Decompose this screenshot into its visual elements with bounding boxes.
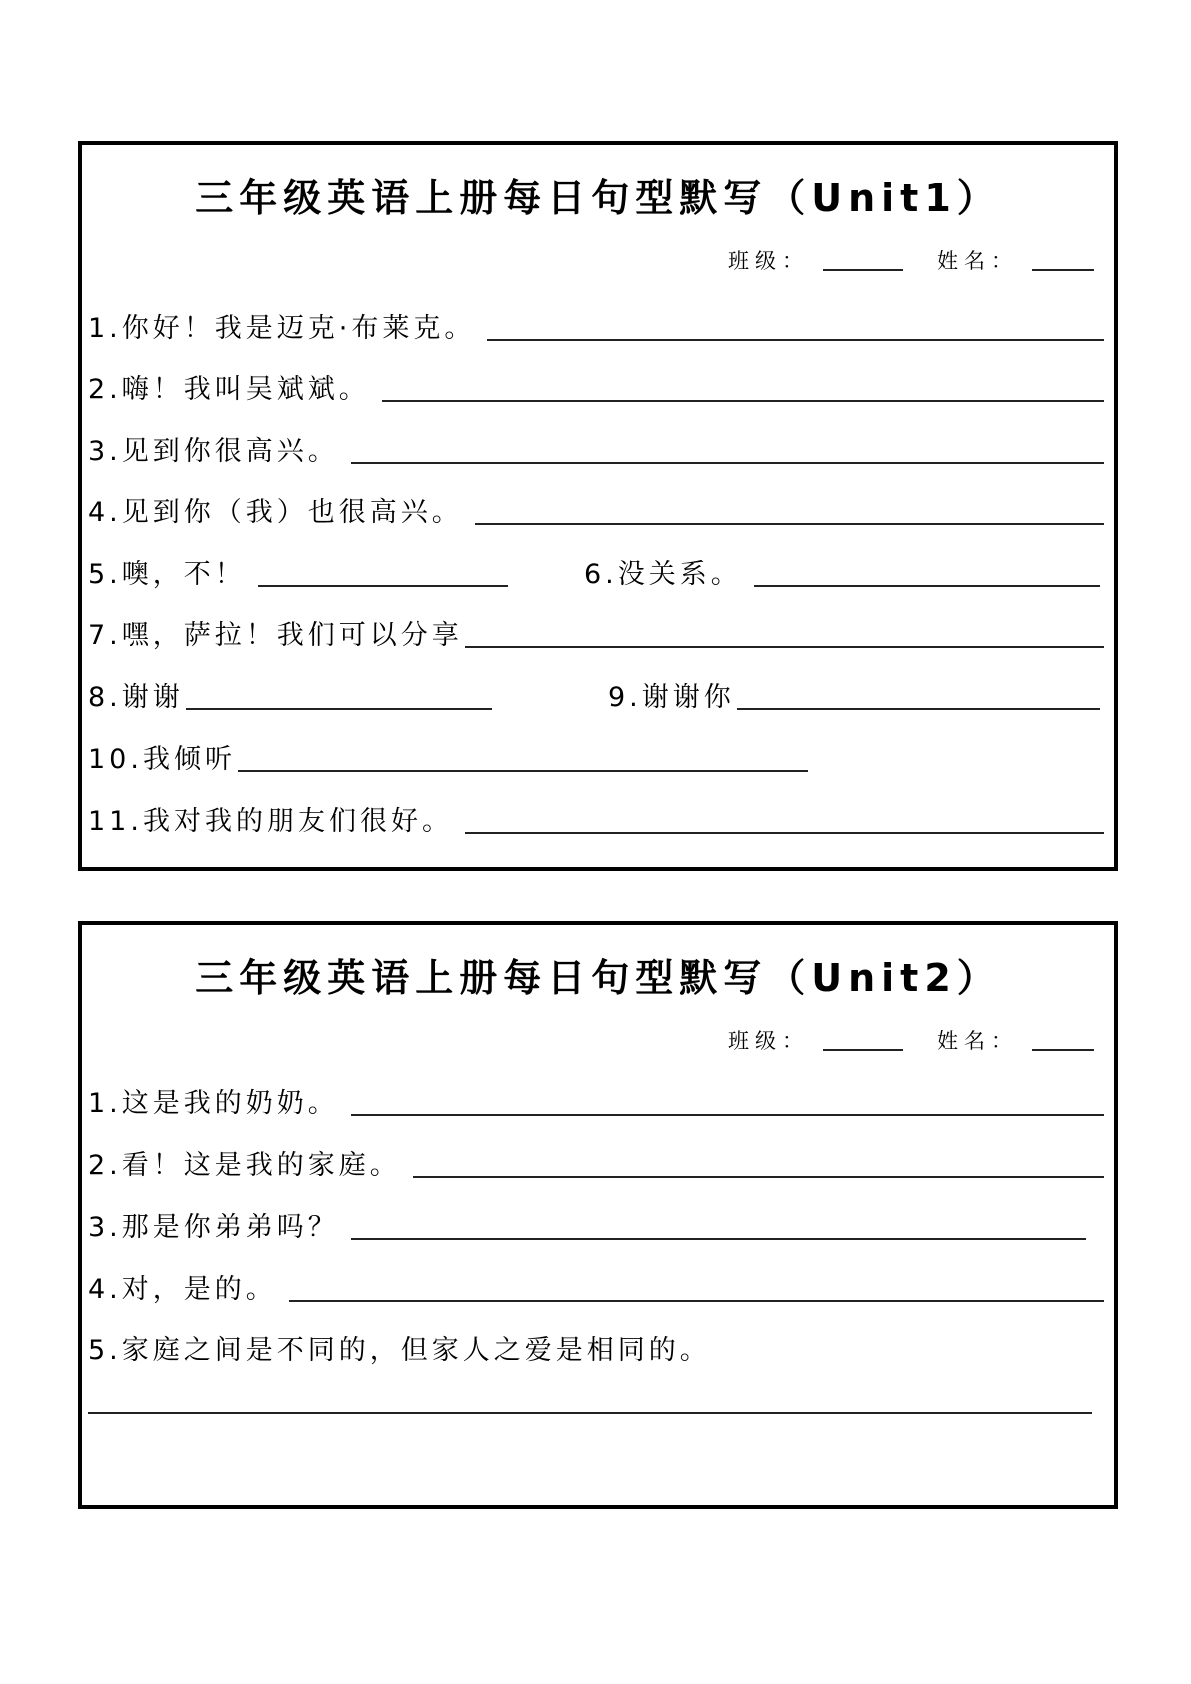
question-row [88, 1080, 1104, 1120]
answer-line[interactable] [351, 1113, 1104, 1116]
question-text: 4.见到你（我）也很高兴。 [88, 497, 463, 528]
answer-line[interactable] [238, 769, 808, 772]
name-field[interactable] [1032, 268, 1094, 271]
answer-line[interactable] [475, 522, 1104, 525]
question-row [88, 612, 1104, 652]
answer-line[interactable] [487, 338, 1104, 341]
question-text: 1.你好！我是迈克·布莱克。 [88, 313, 476, 344]
question-row [88, 1142, 1104, 1182]
question-text: 5.噢，不！ [88, 559, 246, 590]
name-label: 姓名： [937, 1029, 1018, 1053]
question-row-pair [88, 674, 1104, 714]
question-row [88, 736, 1104, 776]
student-info [728, 1025, 1094, 1055]
question-text: 1.这是我的奶奶。 [88, 1088, 339, 1119]
answer-line[interactable] [186, 707, 492, 710]
question-row [88, 798, 1104, 838]
question-text: 5.家庭之间是不同的，但家人之爱是相同的。 [88, 1335, 711, 1366]
question-text: 2.看！这是我的家庭。 [88, 1150, 401, 1181]
question-row-pair [88, 551, 1104, 591]
answer-line[interactable] [737, 707, 1100, 710]
question-row [88, 305, 1104, 345]
worksheet-title: 三年级英语上册每日句型默写（Unit2） [195, 956, 1001, 1000]
class-field[interactable] [823, 268, 903, 271]
question-text: 9.谢谢你 [608, 682, 735, 713]
answer-line[interactable] [88, 1411, 1092, 1414]
question-row [88, 1204, 1086, 1244]
question-row [88, 1327, 1104, 1367]
answer-line[interactable] [465, 831, 1104, 834]
class-label: 班级： [728, 1029, 809, 1053]
answer-line[interactable] [289, 1299, 1104, 1302]
question-row [88, 366, 1104, 406]
name-label: 姓名： [937, 249, 1018, 273]
answer-line[interactable] [258, 584, 508, 587]
question-text: 3.见到你很高兴。 [88, 436, 339, 467]
question-text: 3.那是你弟弟吗？ [88, 1212, 339, 1243]
question-row [88, 489, 1104, 529]
class-label: 班级： [728, 249, 809, 273]
question-text: 7.嘿，萨拉！我们可以分享 [88, 620, 463, 651]
question-row [88, 1266, 1104, 1306]
answer-line[interactable] [351, 1237, 1086, 1240]
answer-line[interactable] [413, 1175, 1104, 1178]
question-text: 10.我倾听 [88, 744, 236, 775]
name-field[interactable] [1032, 1048, 1094, 1051]
answer-line[interactable] [382, 399, 1104, 402]
question-text: 4.对，是的。 [88, 1274, 277, 1305]
question-text: 11.我对我的朋友们很好。 [88, 806, 453, 837]
question-text: 8.谢谢 [88, 682, 184, 713]
answer-line[interactable] [754, 584, 1100, 587]
question-row [88, 428, 1104, 468]
answer-line[interactable] [465, 645, 1104, 648]
worksheet-title: 三年级英语上册每日句型默写（Unit1） [195, 176, 1001, 220]
answer-line[interactable] [351, 461, 1104, 464]
class-field[interactable] [823, 1048, 903, 1051]
worksheet-unit1 [78, 141, 1118, 871]
worksheet-unit2 [78, 921, 1118, 1509]
question-text: 6.没关系。 [584, 559, 742, 590]
student-info [728, 245, 1094, 275]
question-text: 2.嗨！我叫吴斌斌。 [88, 374, 370, 405]
